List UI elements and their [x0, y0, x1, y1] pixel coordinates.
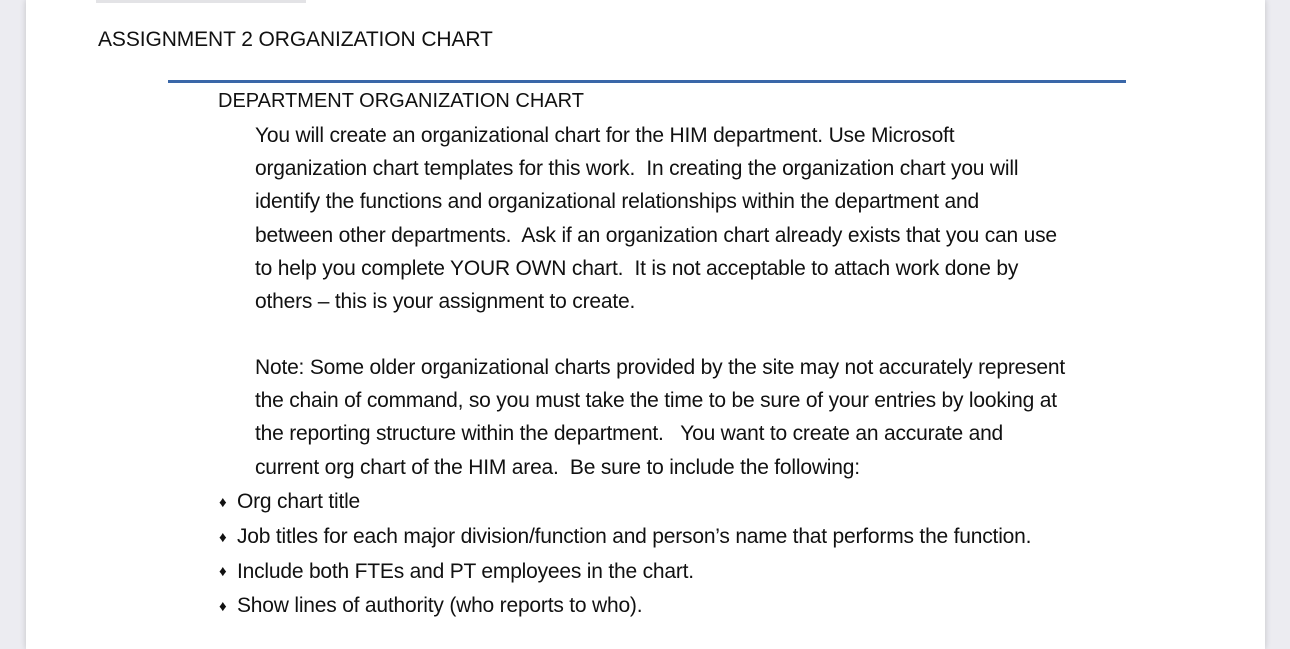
- document-title: ASSIGNMENT 2 ORGANIZATION CHART: [98, 28, 493, 51]
- paragraph-line: Note: Some older organizational charts provided by the site may not accurately represent: [255, 356, 1066, 379]
- paragraph-line: the reporting structure within the department. You want to create an accurate and: [255, 422, 1004, 446]
- page-top-shade: [96, 0, 306, 3]
- instructions-paragraph: [255, 119, 1155, 318]
- paragraph-line: identify the functions and organizational relationships within the department and: [255, 190, 979, 214]
- paragraph-line: others – this is your assignment to create.: [255, 290, 636, 314]
- diamond-bullet-icon: ♦: [219, 598, 227, 616]
- paragraph-line: the chain of command, so you must take the time to be sure of your entries by looking at: [255, 389, 1057, 413]
- requirements-list: [219, 485, 1031, 624]
- paragraph-line: to help you complete YOUR OWN chart. It is not acceptable to attach work done by: [255, 256, 1019, 280]
- paragraph-line: You will create an organizational chart for the HIM department. Use Microsoft: [255, 124, 955, 147]
- list-item-text: Org chart title: [237, 490, 361, 513]
- paragraph-line: organization chart templates for this work. In creating the organization chart you will: [255, 157, 1019, 181]
- diamond-bullet-icon: ♦: [219, 563, 227, 581]
- paragraph-line: current org chart of the HIM area. Be sure to include the following:: [255, 455, 860, 479]
- list-item: [219, 555, 1031, 590]
- list-item: [219, 589, 1031, 624]
- note-paragraph: [255, 351, 1155, 484]
- horizontal-rule: [168, 80, 1126, 83]
- section-heading: DEPARTMENT ORGANIZATION CHART: [218, 90, 584, 112]
- list-item-text: Job titles for each major division/function and person’s name that performs the function.: [237, 524, 1032, 548]
- document-page: [26, 0, 1265, 649]
- diamond-bullet-icon: ♦: [219, 493, 227, 511]
- paragraph-line: between other departments. Ask if an organization chart already exists that you can use: [255, 223, 1057, 247]
- list-item: [219, 485, 1031, 520]
- list-item-text: Include both FTEs and PT employees in the chart.: [237, 559, 694, 583]
- list-item: [219, 520, 1031, 555]
- list-item-text: Show lines of authority (who reports to who).: [237, 594, 643, 618]
- diamond-bullet-icon: ♦: [219, 528, 227, 546]
